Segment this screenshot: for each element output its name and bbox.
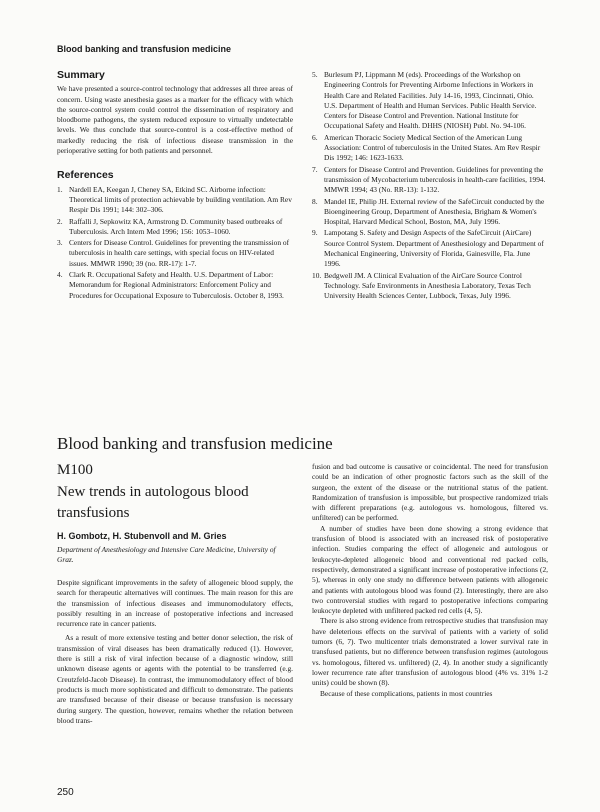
top-right-column xyxy=(312,70,548,303)
article-authors: H. Gombotz, H. Stubenvoll and M. Gries xyxy=(57,531,227,541)
reference-item: 10. Bedgwell JM. A Clinical Evaluation of the AirCare Source Control Technology. Safe Environments in Anesthesia Laboratory, Texas Tech University Health Sciences Center, Lubbock, Texas, July 1996. xyxy=(312,270,531,301)
reference-item: 6. American Thoracic Society Medical Section of the American Lung Association: Control of tuberculosis in the United States. Am Rev Respir Dis 1992; 146: 1623-1633. xyxy=(312,132,541,163)
body-paragraph: A number of studies have been done showing a strong evidence that transfusion of blood is associated with an increased risk of postoperative infection. Studies comparing the effect of allogeneic and autologous or leukocyte-depleted allogeneic blood and conventional red packed cells, respectively, demonstrated a significant increase of postoperative infections (2, 5), whereas in only one study no difference between patients with allogeneic and patients with autologous blood was found (2). Interestingly, there are also two controversial studies with regard to postoperative infections comparing leukocyte depleted with unfiltered packed red cells (4, 5). xyxy=(312,523,548,616)
article-affiliation: Department of Anesthesiology and Intensive Care Medicine, University of Graz. xyxy=(57,545,276,565)
body-paragraph: There is also strong evidence from retrospective studies that transfusion may have deleterious effects on the survival of patients with a variety of solid tumors (6, 7). Two multicenter trials demonstrated a lower survival rate in transfused patients, but no difference between transfusion regimes (autologous vs. homologous, filtered vs. unfiltered) (2, 4). In another study a significantly lower recurrence rate after transfusion of autologous blood (4% vs. 31% 1-2 units) could be shown (8). xyxy=(312,616,548,688)
body-paragraph: Because of these complications, patients in most countries xyxy=(320,688,493,698)
references-heading: References xyxy=(57,169,114,182)
references-list-right xyxy=(312,70,548,302)
body-paragraph: Despite significant improvements in the safety of allogeneic blood supply, the search for therapeutic alternatives will continues. The main reason for this are the transmission of infectious diseases and immunomodulatory effects, possibly resulting in an increase of postoperative infections and increased recurrence rate in cancer patients. xyxy=(57,578,293,629)
reference-item: 7. Centers for Disease Control and Prevention. Guidelines for preventing the transmission of Mycobacterium tuberculosis in health-care facilities, 1994. MMWR 1994; 43 (No. RR-13): 1-132. xyxy=(312,164,546,195)
summary-text: We have presented a source-control technology that addresses all three areas of concern. Using waste anesthesia gases as a marker for the efficacy with which the source-control system could control the dissemination of respiratory and bloodborne pathogens, the system reduced exposure to virtually undetectable levels. We thus conclude that source-control is a cost-effective method of markedly reducing the risk of infectious disease transmission in the perioperative setting for both patients and personnel. xyxy=(57,84,293,156)
body-paragraph: As a result of more extensive testing and better donor selection, the risk of transmission of viral diseases has been dramatically reduced (1). However, there is still a risk of viral infection because of a diagnostic window, still unknown disease agents or agents with the potential to be transferred (e.g. Creutzfeld-Jacob Disease). In contrast, the immunomodulatory effect of blood products is much more sophisticated and difficult to demonstrate. The patients are transfused because of their disease or because transfusion is necessary during surgery. The question, however, remains whether the relation between blood trans- xyxy=(57,633,293,725)
references-list-left xyxy=(57,185,293,301)
reference-item: 9. Lampotang S. Safety and Design Aspects of the SafeCircuit (AirCare) Source Control System. Department of Anesthesiology and Department of Mechanical Engineering, University of Florida, Gainesville, Fla. June 1996. xyxy=(312,228,544,269)
reference-item: 5. Burlesum PJ, Lippmann M (eds). Proceedings of the Workshop on Engineering Controls for Preventing Airborne Infections in Workers in Health Care and Related Facilities. July 14-16, 1993, Cincinnati, Ohio. U.S. Department of Health and Human Services. Public Health Service. Centers for Disease Control and Prevention. National Institute for Occupational Safety and Health. DHHS (NIOSH) Publ. No. 94-106. xyxy=(312,70,537,131)
reference-item: 2. Raffalli J, Sepkowitz KA, Armstrong D. Community based outbreaks of Tuberculosis. Arch Intern Med 1996; 156: 1053–1060. xyxy=(57,216,283,236)
section-title: Blood banking and transfusion medicine xyxy=(57,434,333,453)
body-paragraph: fusion and bad outcome is causative or coincidental. The need for transfusion could be an indication of other prognostic factors such as the skill of the surgeon, the extent of the disease or the nutritional status of the patient. Randomization of transfusion is impossible, but prospective randomized trials with different preparations (e.g. autologous vs. homologous, filtered vs. unfiltered) can be performed. xyxy=(312,462,548,523)
running-header: Blood banking and transfusion medicine xyxy=(57,44,232,54)
body-right-column xyxy=(312,462,548,699)
summary-heading: Summary xyxy=(57,69,105,81)
article-title: New trends in autologous blood transfusions xyxy=(57,484,249,521)
reference-item: 1. Nardell EA, Keegan J, Cheney SA, Etkind SC. Airborne infection: Theoretical limits of protection achievable by building ventilation. Am Rev Respir Dis 1991; 144: 302–306. xyxy=(57,184,292,215)
reference-item: 8. Mandel IE, Philip JH. External review of the SafeCircuit conducted by the Bioengineering Group, Department of Anesthesia, Brigham & Women's Hospital, Harvard Medical School, Boston, MA, July 1996. xyxy=(312,196,545,227)
reference-item: 3. Centers for Disease Control. Guidelines for preventing the transmission of tuberculosis in health care settings, with special focus on HIV-related issues. MMWR 1990; 39 (no. RR-17): 1-7. xyxy=(57,238,290,268)
top-left-column xyxy=(57,70,293,302)
page-number: 250 xyxy=(57,787,74,798)
reference-item: 4. Clark R. Occupational Safety and Health. U.S. Department of Labor: Memorandum for Regional Administrators: Enforcement Policy and Procedures for Occupational Exposure to Tuberculosis. October 8, 1993. xyxy=(57,270,284,300)
article-id: M100 xyxy=(57,462,93,478)
body-left-column xyxy=(57,578,293,726)
